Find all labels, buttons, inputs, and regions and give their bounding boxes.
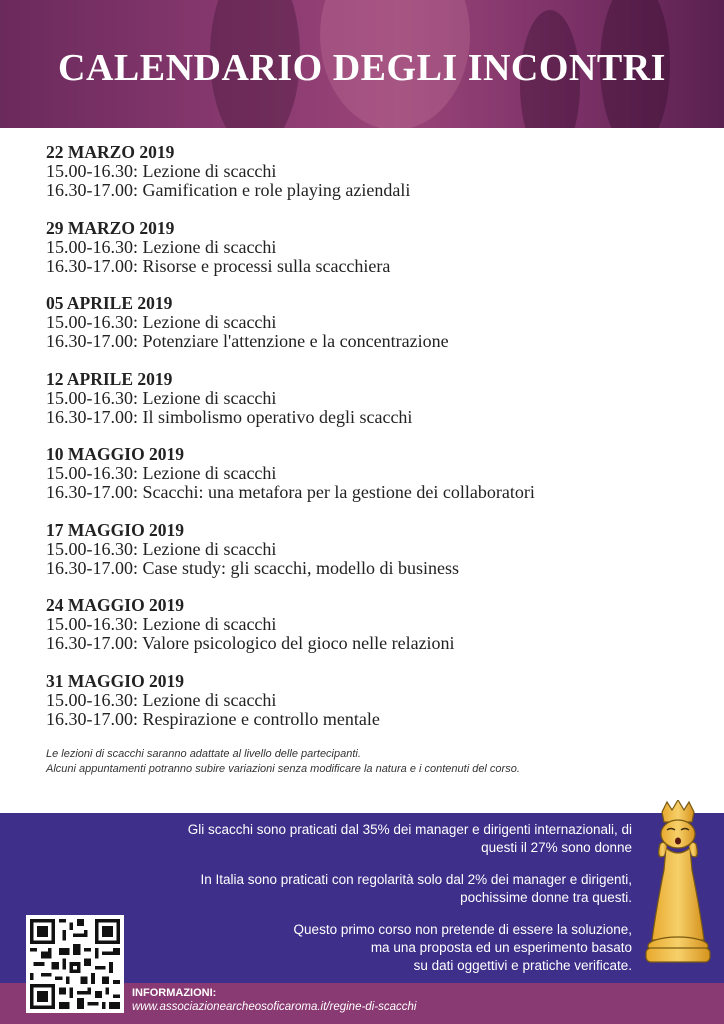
event-session-2: 16.30-17.00: Il simbolismo operativo degli scacchi (46, 406, 413, 427)
event-date: 29 MARZO 2019 (46, 217, 175, 238)
event-item (46, 672, 686, 729)
event-session-2: 16.30-17.00: Valore psicologico del gioco nelle relazioni (46, 633, 455, 653)
event-session-2: 16.30-17.00: Case study: gli scacchi, modello di business (46, 557, 459, 578)
footer-paragraph (72, 871, 632, 907)
event-session-1: 15.00-16.30: Lezione di scacchi (46, 236, 277, 257)
qr-code-icon (30, 919, 120, 1009)
event-session-2: 16.30-17.00: Scacchi: una metafora per la gestione dei collaboratori (46, 482, 535, 502)
footer-line: su dati oggettivi e pratiche verificate. (413, 958, 632, 973)
event-date: 22 MARZO 2019 (46, 142, 175, 162)
footer-line: pochissime donne tra questi. (460, 890, 632, 905)
event-date: 17 MAGGIO 2019 (46, 519, 185, 540)
footer-line: Questo primo corso non pretende di essere la soluzione, (293, 922, 632, 937)
event-session-1: 15.00-16.30: Lezione di scacchi (46, 614, 277, 634)
footer-paragraph (32, 821, 632, 857)
event-session-1: 15.00-16.30: Lezione di scacchi (46, 161, 277, 181)
event-date: 05 APRILE 2019 (46, 293, 173, 313)
header-banner (0, 0, 724, 128)
footer-line: ma una proposta ed un esperimento basato (370, 940, 632, 955)
event-date: 24 MAGGIO 2019 (46, 595, 185, 615)
note-line: Le lezioni di scacchi saranno adattate al livello delle partecipanti. (46, 748, 361, 760)
event-item (46, 445, 686, 502)
event-session-2: 16.30-17.00: Potenziare l'attenzione e la concentrazione (46, 331, 449, 351)
note-line: Alcuni appuntamenti potranno subire variazioni senza modificare la natura e i contenuti del corso. (46, 763, 520, 775)
event-date: 10 MAGGIO 2019 (46, 444, 185, 464)
qr-code[interactable] (26, 915, 124, 1013)
event-date: 12 APRILE 2019 (46, 368, 173, 389)
event-list (46, 143, 686, 747)
event-session-2: 16.30-17.00: Respirazione e controllo mentale (46, 708, 380, 729)
event-date: 31 MAGGIO 2019 (46, 670, 185, 691)
event-session-1: 15.00-16.30: Lezione di scacchi (46, 312, 277, 332)
footer-line: Gli scacchi sono praticati dal 35% dei manager e dirigenti internazionali, di (187, 822, 632, 837)
footer-line: questi il 27% sono donne (481, 840, 632, 855)
event-session-1: 15.00-16.30: Lezione di scacchi (46, 463, 277, 483)
info-label: INFORMAZIONI: (132, 987, 217, 999)
footer-paragraph (132, 921, 632, 975)
event-session-2: 16.30-17.00: Gamification e role playing aziendali (46, 180, 411, 200)
event-item (46, 596, 686, 653)
info-link[interactable]: www.associazionearcheosoficaroma.it/regine-di-scacchi (132, 1001, 417, 1013)
notes (46, 747, 686, 777)
event-item (46, 219, 686, 276)
queen-mascot-icon (640, 800, 716, 970)
footer-line: In Italia sono praticati con regolarità solo dal 2% dei manager e dirigenti, (200, 872, 632, 887)
event-session-1: 15.00-16.30: Lezione di scacchi (46, 387, 277, 408)
event-session-1: 15.00-16.30: Lezione di scacchi (46, 689, 277, 710)
event-item (46, 370, 686, 427)
event-item (46, 294, 686, 351)
event-session-2: 16.30-17.00: Risorse e processi sulla scacchiera (46, 255, 391, 276)
event-session-1: 15.00-16.30: Lezione di scacchi (46, 538, 277, 559)
page-title: CALENDARIO DEGLI INCONTRI (58, 47, 666, 89)
event-item (46, 143, 686, 200)
event-item (46, 521, 686, 578)
